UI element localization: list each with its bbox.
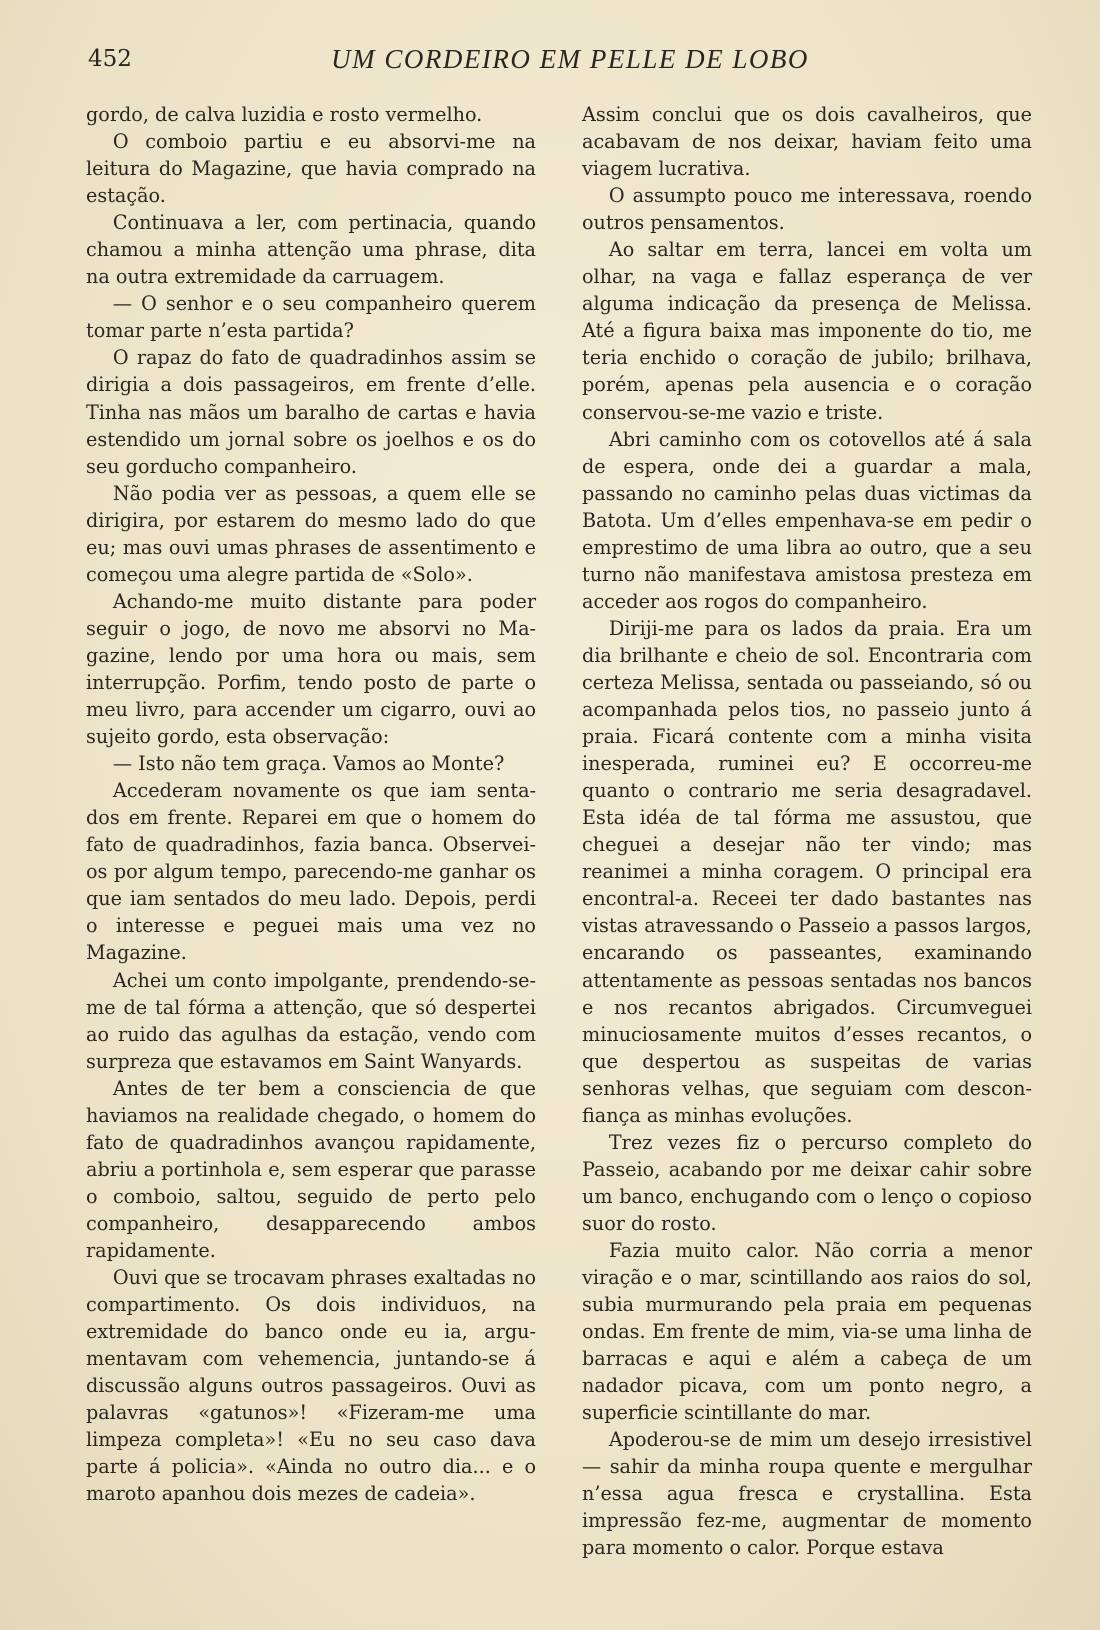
paragraph: Assim conclui que os dois cavalheiros, que acabavam de nos deixar, haviam feito uma viagem lucrativa. — [582, 103, 1032, 181]
right-column — [582, 101, 1032, 1562]
page-number: 452 — [88, 46, 132, 72]
paragraph: Ouvi que se trocavam phrases exaltadas no compartimento. Os dois individuos, na extremidade do banco onde eu ia, argumentavam com vehemencia, juntando-se á discussão alguns outros passageiros. Ouvi as palavras «gatunos»! «Fizeram-me uma limpeza completa»! «Eu no seu caso dava parte á policia». «Ainda no outro dia... e o maroto apanhou dois mezes de cadeia». — [86, 1266, 536, 1506]
paragraph: Trez vezes fiz o percurso completo do Passeio, acabando por me deixar cahir sobre um banco, enchugando com o lenço o copioso suor do rosto. — [582, 1130, 1032, 1235]
paragraph: — O senhor e o seu companheiro querem tomar parte n’esta partida? — [86, 292, 536, 343]
paragraph: Fazia muito calor. Não corria a menor viração e o mar, scintillando aos raios do sol, subia murmurando pela praia em pequenas ondas. Em frente de mim, via-se uma linha de barracas e aqui e além a cabeça de um nadador picava, com um ponto negro, a superficie scintillante do mar. — [582, 1238, 1032, 1425]
paragraph: Diriji-me para os lados da praia. Era um dia brilhante e cheio de sol. Encontraria com certeza Melissa, sentada ou passeiando, só ou acompanhada pelos tios, no passeio junto á praia. Ficará contente com a minha visita inesperada, ruminei eu? E occorreu-me quanto o contrario me seria desagradavel. Esta idéa de tal fórma me assustou, que cheguei a desejar não ter vindo; mas reanimei a minha coragem. O principal era encontral-a. Receei ter dado bastantes nas vistas atravessando o Passeio a passos largos, encarando os passeantes, examinando attentamente as pessoas sentadas nos bancos e nos recantos abrigados. Circumveguei minuciosamente muitos d’esses recantos, o que despertou as suspeitas de varias senhoras velhas, que seguiam com desconfiança as minhas evoluções. — [582, 616, 1032, 1127]
paragraph: O assumpto pouco me interessava, roendo outros pensamentos. — [582, 184, 1032, 235]
left-column — [86, 101, 536, 1507]
paragraph: Continuava a ler, com pertinacia, quando chamou a minha attenção uma phrase, dita na outra extremidade da carruagem. — [86, 211, 536, 289]
paragraph: — Isto não tem graça. Vamos ao Monte? — [112, 752, 505, 776]
paragraph: Ao saltar em terra, lancei em volta um olhar, na vaga e fallaz esperança de ver alguma indicação da presença de Melissa. Até a figura baixa mas imponente do tio, me teria enchido o coração de jubilo; brilhava, porém, apenas pela ausencia e o coração conservou-se-me vazio e triste. — [582, 238, 1032, 424]
paragraph: Accederam novamente os que iam sentados em frente. Reparei em que o homem do fato de quadradinhos, fazia banca. Observei-os por algum tempo, parecendo-me ganhar os que iam sentados do meu lado. Depois, perdi o interesse e peguei mais uma vez no Magazine. — [86, 779, 536, 965]
paragraph: Abri caminho com os cotovellos até á sala de espera, onde dei a guardar a mala, passando no caminho pelas duas victimas da Batota. Um d’elles empenhava-se em pedir o emprestimo de uma libra ao outro, que a seu turno não manifestava amistosa presteza em acceder aos rogos do companheiro. — [582, 427, 1032, 613]
running-title: UM CORDEIRO EM PELLE DE LOBO — [331, 44, 809, 74]
paragraph: Antes de ter bem a consciencia de que haviamos na realidade chegado, o homem do fato de quadradinhos avançou rapidamente, abriu a portinhola e, sem esperar que parasse o comboio, saltou, seguido de perto pelo companheiro, desapparecendo ambos rapidamente. — [86, 1076, 536, 1262]
paragraph: Apoderou-se de mim um desejo irresistivel — sahir da minha roupa quente e mergulhar n’essa agua fresca e crystallina. Esta impressão fez-me, augmentar de momento para momento o calor. Porque estava — [582, 1428, 1032, 1560]
paragraph: O comboio partiu e eu absorvi-me na leitura do Magazine, que havia comprado na estação. — [86, 130, 536, 208]
paragraph: gordo, de calva luzidia e rosto vermelho. — [86, 103, 483, 126]
paragraph: Achando-me muito distante para poder seguir o jogo, de novo me absorvi no Magazine, lendo por uma hora ou mais, sem interrupção. Porfim, tendo posto de parte o meu livro, para accender um cigarro, ouvi ao sujeito gordo, esta observação: — [86, 589, 536, 749]
paragraph: Achei um conto impolgante, prendendo-se-me de tal fórma a attenção, que só despertei ao ruido das agulhas da estação, vendo com surpreza que estavamos em Saint Wanyards. — [86, 968, 536, 1073]
paragraph: Não podia ver as pessoas, a quem elle se dirigira, por estarem do mesmo lado do que eu; mas ouvi umas phrases de assentimento e começou uma alegre partida de «Solo». — [86, 481, 536, 586]
page-header — [0, 44, 1100, 84]
paragraph: O rapaz do fato de quadradinhos assim se dirigia a dois passageiros, em frente d’elle. Tinha nas mãos um baralho de cartas e havia estendido um jornal sobre os joelhos e os do seu gorducho companheiro. — [86, 346, 536, 478]
